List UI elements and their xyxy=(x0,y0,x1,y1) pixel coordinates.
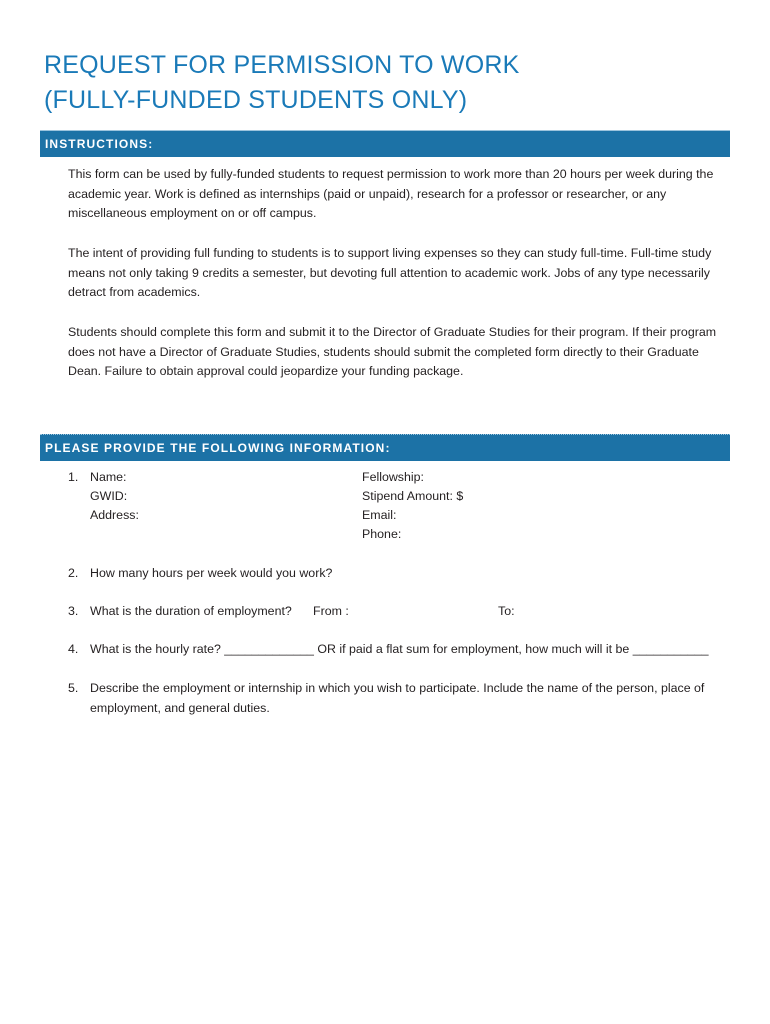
address-label: Address: xyxy=(90,508,139,522)
q3-duration: What is the duration of employment? xyxy=(90,604,292,618)
phone-label: Phone: xyxy=(362,527,402,541)
page-title xyxy=(44,48,520,118)
fellowship-label: Fellowship: xyxy=(362,470,424,484)
stipend-amount-label: Stipend Amount: $ xyxy=(362,489,464,503)
to-label: To: xyxy=(498,604,515,618)
q4-hourly-rate: What is the hourly rate? _____________ OR if paid a flat sum for employment, how much will it be ___________ xyxy=(90,642,709,656)
q5-number: 5. xyxy=(68,681,79,695)
q2-number: 2. xyxy=(68,566,79,580)
instructions-paragraph-1: This form can be used by fully-funded students to request permission to work more than 20 hours per week during the academic year. Work is defined as internships (paid or unpaid), research for a professor or researcher, or any miscellaneous employment on or off campus. xyxy=(68,167,714,220)
from-label: From : xyxy=(313,604,349,618)
q1-number: 1. xyxy=(68,470,79,484)
title-line-2: (FULLY-FUNDED STUDENTS ONLY) xyxy=(44,86,468,114)
q3-number: 3. xyxy=(68,604,79,618)
instructions-header: INSTRUCTIONS: xyxy=(40,130,730,157)
email-label: Email: xyxy=(362,508,397,522)
gwid-label: GWID: xyxy=(90,489,128,503)
title-line-1: REQUEST FOR PERMISSION TO WORK xyxy=(44,51,520,79)
q5-describe-employment: Describe the employment or internship in which you wish to participate. Include the name of the person, place of employment, and general duties. xyxy=(90,681,705,715)
instructions-paragraph-2: The intent of providing full funding to students is to support living expenses so they can study full-time. Full-time study means not only taking 9 credits a semester, but devoting full attention to academic work. Jobs of any type necessarily detract from academics. xyxy=(68,246,712,299)
instructions-paragraph-3: Students should complete this form and submit it to the Director of Graduate Studies for their program. If their program does not have a Director of Graduate Studies, students should submit the completed form directly to their Graduate Dean. Failure to obtain approval could jeopardize your funding package. xyxy=(68,325,717,378)
information-header: PLEASE PROVIDE THE FOLLOWING INFORMATION: xyxy=(40,434,730,461)
q4-number: 4. xyxy=(68,642,79,656)
q2-hours-per-week: How many hours per week would you work? xyxy=(90,566,333,580)
name-label: Name: xyxy=(90,470,127,484)
